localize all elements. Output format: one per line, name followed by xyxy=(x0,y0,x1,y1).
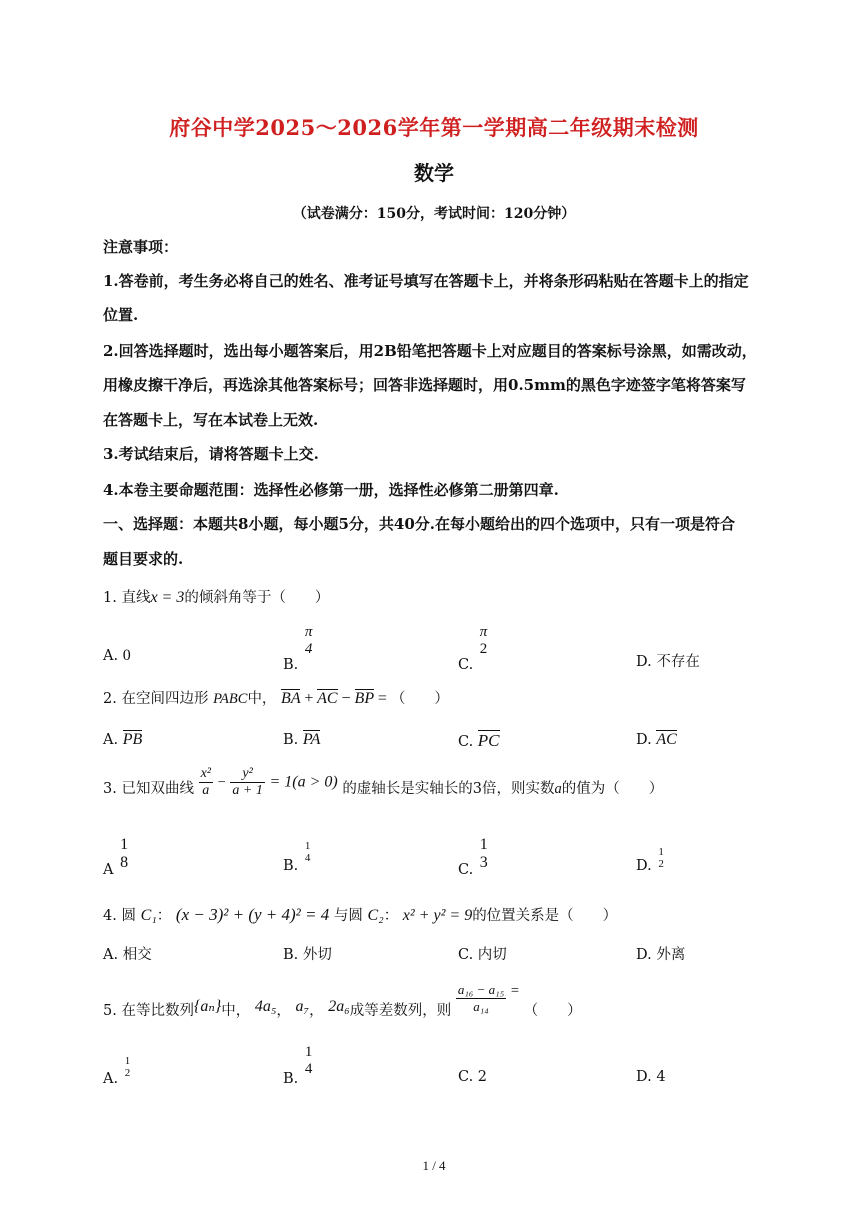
q5-prefix: 5. 在等比数列 xyxy=(103,1002,194,1019)
q4-option-c-value: 内切 xyxy=(477,947,507,963)
q1-suffix: 的倾斜角等于（ ） xyxy=(184,590,330,606)
q3-option-b-label: B. xyxy=(283,858,299,874)
q2-suffix: （ ） xyxy=(390,691,449,707)
q3-fraction-x-numerator: x² xyxy=(200,766,211,781)
q2-option-b-label: B. xyxy=(283,732,299,748)
q5-option-b-numerator: 1 xyxy=(304,1044,313,1060)
q4-option-d xyxy=(636,943,685,964)
q2-option-d xyxy=(636,731,677,749)
q4-option-c-label: C. xyxy=(458,947,474,963)
q2-option-d-value: AC xyxy=(656,731,677,748)
q3-option-c-denominator: 3 xyxy=(479,854,488,871)
note-4: 4.本卷主要命题范围：选择性必修第一册，选择性必修第二册第四章. xyxy=(103,481,559,499)
q5-term-3: 2a₆ xyxy=(328,997,350,1015)
q2-option-a-label: A. xyxy=(103,732,119,748)
q5-option-c xyxy=(458,1069,487,1085)
q3-option-a-label: A xyxy=(103,862,114,878)
q3-option-c xyxy=(458,836,490,878)
q5-option-c-label: C. xyxy=(458,1069,474,1085)
q3-fraction-y xyxy=(230,766,264,799)
q1-option-a-label: A. xyxy=(103,648,119,664)
note-2-line-1: 2.回答选择题时，选出每小题答案后，用2B铅笔把答题卡上对应题目的答案标号涂黑，如需改动， xyxy=(103,342,757,360)
q4-suffix: 的位置关系是（ ） xyxy=(472,908,618,924)
q3-option-d-label: D. xyxy=(636,858,652,874)
q2-vector-ba: BA xyxy=(281,690,301,707)
q2-option-c xyxy=(458,731,500,751)
q3-rhs: = 1(a > 0) xyxy=(269,773,338,791)
q2-option-b-value: PA xyxy=(302,731,321,748)
q5-mid-2: 成等差数列，则 xyxy=(349,1002,452,1019)
q4-equation-2: x² + y² = 9 xyxy=(402,907,473,924)
q1-option-b-label: B. xyxy=(283,657,299,673)
q3-suffix-2: 的值为（ ） xyxy=(561,780,664,797)
q4-option-a-value: 相交 xyxy=(122,947,152,963)
q1-option-d xyxy=(636,650,700,671)
q2-option-b xyxy=(283,731,320,749)
q3-fraction-y-denominator: a + 1 xyxy=(232,783,263,798)
q3-option-c-numerator: 1 xyxy=(479,836,488,853)
section-1-line-2: 题目要求的. xyxy=(103,550,184,568)
exam-subject: 数学 xyxy=(414,161,454,185)
q3-prefix: 3. 已知双曲线 xyxy=(103,780,194,797)
q5-term-2: a₇ xyxy=(295,997,310,1015)
note-1-line-1: 1.答卷前，考生务必将自己的姓名、准考证号填写在答题卡上，并将条形码粘贴在答题卡上的指定 xyxy=(103,272,749,290)
q3-option-a-fraction xyxy=(118,836,130,872)
q2-mid: 中， xyxy=(247,691,277,707)
q4-option-a-label: A. xyxy=(103,947,119,963)
q3-fraction-x-denominator: a xyxy=(199,782,213,799)
q4-option-d-value: 外离 xyxy=(656,947,686,963)
q4-circle-c2: C₂ xyxy=(367,907,384,924)
q5-option-a xyxy=(103,1055,132,1087)
q1-option-b-numerator: π xyxy=(304,624,313,640)
question-5 xyxy=(103,982,582,1019)
q5-option-c-value: 2 xyxy=(477,1069,488,1085)
q1-option-c-fraction xyxy=(478,624,490,658)
q5-sequence: {aₙ} xyxy=(193,997,222,1015)
q3-suffix: 的虚轴长是实轴长的3倍，则实数 xyxy=(342,780,555,797)
q5-option-a-label: A. xyxy=(103,1071,119,1087)
q3-minus: − xyxy=(217,774,226,791)
q3-option-a-numerator: 1 xyxy=(120,836,129,853)
q3-variable: a xyxy=(554,780,562,797)
q3-option-c-label: C. xyxy=(458,862,474,878)
q1-option-c-numerator: π xyxy=(479,624,488,640)
q1-option-d-label: D. xyxy=(636,654,652,670)
q3-fraction-y-numerator: y² xyxy=(242,766,253,781)
question-1 xyxy=(103,586,329,607)
question-2 xyxy=(103,687,449,708)
q3-option-b xyxy=(283,840,312,874)
q1-option-b-fraction xyxy=(303,624,315,658)
q4-option-b-label: B. xyxy=(283,947,299,963)
q3-option-d-numerator: 1 xyxy=(658,846,664,858)
q1-option-c xyxy=(458,624,489,673)
q4-option-c xyxy=(458,943,507,964)
q1-option-a-value: 0 xyxy=(122,647,131,664)
q1-option-c-denominator: 2 xyxy=(479,641,488,657)
q3-option-a xyxy=(103,836,130,878)
q3-option-a-denominator: 8 xyxy=(120,854,129,871)
q2-option-c-value: PC xyxy=(477,731,500,750)
q2-option-a xyxy=(103,731,142,749)
note-1-line-2: 位置. xyxy=(103,306,139,324)
q3-fraction-x xyxy=(199,766,213,799)
question-4 xyxy=(103,904,617,925)
question-3 xyxy=(103,766,663,799)
q4-option-d-label: D. xyxy=(636,947,652,963)
q1-math: x = 3 xyxy=(150,589,185,606)
q3-option-d-fraction xyxy=(656,846,666,870)
q4-colon-1: ： xyxy=(156,908,172,924)
q5-suffix: （ ） xyxy=(523,1002,582,1019)
q2-option-d-label: D. xyxy=(636,732,652,748)
note-3: 3.考试结束后，请将答题卡上交. xyxy=(103,445,319,463)
q5-option-d xyxy=(636,1069,666,1085)
q5-option-b-label: B. xyxy=(283,1071,299,1087)
q3-option-b-denominator: 4 xyxy=(304,852,311,864)
q2-equals: = xyxy=(377,690,387,707)
q4-colon-2: ： xyxy=(383,908,399,924)
q2-option-c-label: C. xyxy=(458,734,474,750)
q5-option-b xyxy=(283,1044,314,1087)
q5-option-a-numerator: 1 xyxy=(124,1055,131,1067)
note-2-line-3: 在答题卡上，写在本试卷上无效. xyxy=(103,411,319,429)
exam-meta: （试卷满分：150分，考试时间：120分钟） xyxy=(292,206,576,222)
q5-fraction xyxy=(456,982,506,1015)
q5-option-d-value: 4 xyxy=(656,1069,666,1085)
notes-heading: 注意事项： xyxy=(103,238,179,256)
q5-fraction-denominator: a₁₄ xyxy=(456,998,506,1015)
q1-prefix: 1. 直线 xyxy=(103,590,151,606)
q3-option-d xyxy=(636,846,666,874)
q5-fraction-numerator: a₁₆ − a₁₅ xyxy=(457,982,505,997)
q5-option-a-fraction xyxy=(123,1055,133,1079)
exam-title: 府谷中学2025～2026学年第一学期高二年级期末检测 xyxy=(169,115,699,140)
q2-vector-ac: AC xyxy=(317,690,338,707)
q3-option-c-fraction xyxy=(478,836,490,872)
q4-option-b-value: 外切 xyxy=(302,947,332,963)
q2-minus: − xyxy=(341,690,351,707)
section-1-line-1: 一、选择题：本题共8小题，每小题5分，共40分.在每小题给出的四个选项中，只有一项是符合 xyxy=(103,515,735,533)
q1-option-c-label: C. xyxy=(458,657,474,673)
q5-option-a-denominator: 2 xyxy=(124,1067,131,1079)
q5-equals: = xyxy=(510,982,520,999)
q2-prefix: 2. 在空间四边形 xyxy=(103,691,209,707)
q2-shape: PABC xyxy=(213,691,248,707)
q1-option-d-value: 不存在 xyxy=(656,654,700,670)
q1-option-a xyxy=(103,647,131,665)
q5-mid-1: 中， xyxy=(221,1002,251,1019)
q1-option-b xyxy=(283,624,314,673)
q4-option-a xyxy=(103,943,152,964)
q5-term-1: 4a₅ xyxy=(254,997,277,1015)
q1-option-b-denominator: 4 xyxy=(304,641,313,657)
q3-option-b-fraction xyxy=(303,840,313,864)
q4-circle-c1: C₁ xyxy=(140,907,157,924)
q4-equation-1: (x − 3)² + (y + 4)² = 4 xyxy=(175,905,330,924)
q2-option-a-value: PB xyxy=(122,731,143,748)
q5-option-b-fraction xyxy=(303,1044,315,1078)
q5-option-b-denominator: 4 xyxy=(304,1061,313,1077)
q3-option-d-denominator: 2 xyxy=(658,858,664,870)
page-number: 1 / 4 xyxy=(422,1158,446,1173)
q2-vector-bp: BP xyxy=(354,690,374,707)
q5-separator-1: ， xyxy=(276,1002,291,1019)
note-2-line-2: 用橡皮擦干净后，再选涂其他答案标号；回答非选择题时，用0.5mm的黑色字迹签字笔将答案写 xyxy=(103,376,746,394)
q4-option-b xyxy=(283,943,332,964)
q4-prefix: 4. 圆 xyxy=(103,908,136,924)
q5-separator-2: ， xyxy=(309,1002,324,1019)
q2-plus: + xyxy=(304,690,314,707)
q5-option-d-label: D. xyxy=(636,1069,652,1085)
q4-mid: 与圆 xyxy=(333,908,363,924)
q3-option-b-numerator: 1 xyxy=(304,840,311,852)
